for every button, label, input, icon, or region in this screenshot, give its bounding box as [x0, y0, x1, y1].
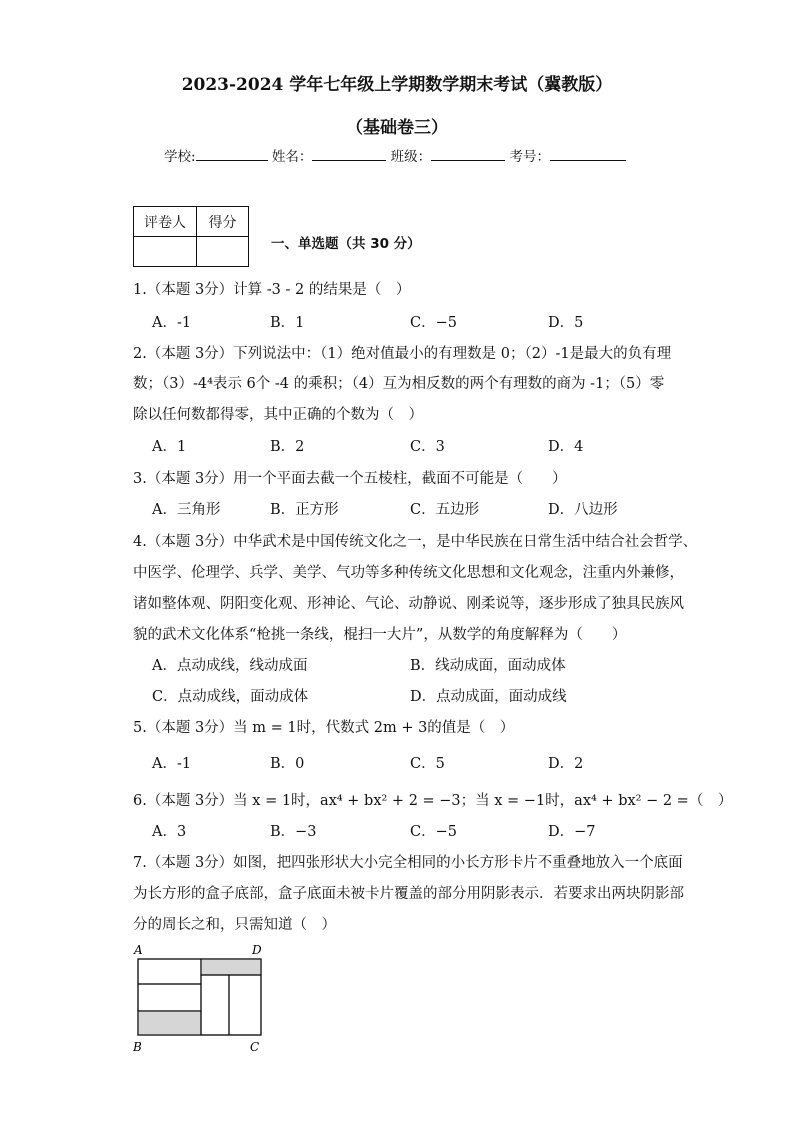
q4-option-d[interactable]: D．点动成面，面动成线 — [410, 689, 567, 705]
question-6: 6.（本题 3分）当 x = 1时，ax⁴ + bx² + 2 = −3；当 x = −1时，ax⁴ + bx² − 2 =（ ） — [133, 793, 733, 809]
card-top-left — [138, 959, 201, 984]
q5-option-a[interactable]: A．-1 — [152, 756, 192, 772]
question-3: 3.（本题 3分）用一个平面去截一个五棱柱，截面不可能是（ ） — [133, 471, 567, 487]
section-heading: 一、单选题（共 30 分） — [271, 236, 421, 252]
question-2-line-1: 2.（本题 3分）下列说法中：（1）绝对值最小的有理数是 0；（2）-1是最大的负有理 — [133, 346, 672, 362]
q1-option-d[interactable]: D．5 — [548, 315, 584, 331]
class-blank[interactable] — [431, 146, 505, 161]
name-label: 姓名： — [271, 149, 313, 165]
q2-option-a[interactable]: A．1 — [152, 439, 187, 455]
question-4-line-2: 中医学、伦理学、兵学、美学、气功等多种传统文化思想和文化观念，注重内外兼修， — [133, 565, 684, 581]
q3-option-c[interactable]: C．五边形 — [410, 502, 480, 518]
q5-option-b[interactable]: B．0 — [270, 756, 305, 772]
card-vertical-1 — [201, 975, 229, 1035]
info-fields — [164, 145, 626, 165]
q2-option-c[interactable]: C．3 — [410, 439, 445, 455]
q1-option-c[interactable]: C．−5 — [410, 315, 457, 331]
label-d: D — [252, 943, 262, 957]
q4-option-b[interactable]: B．线动成面，面动成体 — [410, 658, 566, 674]
question-7-line-3: 分的周长之和，只需知道（ ） — [133, 917, 336, 933]
question-5: 5.（本题 3分）当 m = 1时，代数式 2m + 3的值是（ ） — [133, 720, 515, 736]
q1-option-a[interactable]: A．-1 — [152, 315, 192, 331]
q3-option-d[interactable]: D．八边形 — [548, 502, 618, 518]
q2-option-b[interactable]: B．2 — [270, 439, 305, 455]
school-blank[interactable] — [196, 146, 268, 161]
score-table-header-score: 得分 — [197, 207, 249, 237]
rectangle-cards-figure — [130, 942, 270, 1057]
q3-option-a[interactable]: A．三角形 — [152, 502, 221, 518]
q6-option-b[interactable]: B．−3 — [270, 824, 317, 840]
school-label: 学校: — [164, 149, 196, 165]
question-4-line-3: 诸如整体观、阴阳变化观、形神论、气论、动静说、刚柔说等，逐步形成了独具民族风 — [133, 596, 684, 612]
q6-option-d[interactable]: D．−7 — [548, 824, 596, 840]
question-4-line-1: 4.（本题 3分）中华武术是中国传统文化之一，是中华民族在日常生活中结合社会哲学、 — [133, 534, 698, 550]
q4-option-c[interactable]: C．点动成线，面动成体 — [152, 689, 309, 705]
q3-option-b[interactable]: B．正方形 — [270, 502, 339, 518]
q5-option-d[interactable]: D．2 — [548, 756, 584, 772]
question-7-line-1: 7.（本题 3分）如图，把四张形状大小完全相同的小长方形卡片不重叠地放入一个底面 — [133, 855, 683, 871]
q6-option-c[interactable]: C．−5 — [410, 824, 457, 840]
exam-title: 2023-2024 学年七年级上学期数学期末考试（冀教版） — [181, 75, 613, 95]
q6-option-a[interactable]: A．3 — [152, 824, 187, 840]
score-table-score-cell[interactable] — [197, 237, 249, 267]
class-label: 班级： — [390, 149, 432, 165]
shaded-region-left — [138, 1011, 201, 1035]
shaded-region-right — [201, 959, 261, 975]
id-label: 考号： — [509, 149, 550, 165]
label-b: B — [133, 1040, 142, 1054]
q2-option-d[interactable]: D．4 — [548, 439, 584, 455]
label-c: C — [250, 1040, 260, 1054]
question-4-line-4: 貌的武术文化体系“枪挑一条线，棍扫一大片”，从数学的角度解释为（ ） — [133, 627, 627, 643]
question-2-line-2: 数；（3）-4⁴表示 6个 -4 的乘积；（4）互为相反数的两个有理数的商为 -1；（5）零 — [133, 376, 665, 392]
q5-option-c[interactable]: C．5 — [410, 756, 445, 772]
question-2-line-3: 除以任何数都得零，其中正确的个数为（ ） — [133, 407, 423, 423]
exam-subtitle: （基础卷三） — [346, 118, 448, 138]
label-a: A — [134, 943, 143, 957]
score-table-grader-cell[interactable] — [134, 237, 197, 267]
score-table — [133, 206, 249, 267]
name-blank[interactable] — [312, 146, 386, 161]
card-vertical-2 — [229, 975, 261, 1035]
question-7-line-2: 为长方形的盒子底部，盒子底面未被卡片覆盖的部分用阴影表示．若要求出两块阴影部 — [133, 886, 684, 902]
card-middle-left — [138, 984, 201, 1011]
id-blank[interactable] — [550, 146, 626, 161]
question-1: 1.（本题 3分）计算 -3 - 2 的结果是（ ） — [133, 282, 411, 298]
q4-option-a[interactable]: A．点动成线，线动成面 — [152, 658, 308, 674]
score-table-header-grader: 评卷人 — [134, 207, 197, 237]
q1-option-b[interactable]: B．1 — [270, 315, 305, 331]
